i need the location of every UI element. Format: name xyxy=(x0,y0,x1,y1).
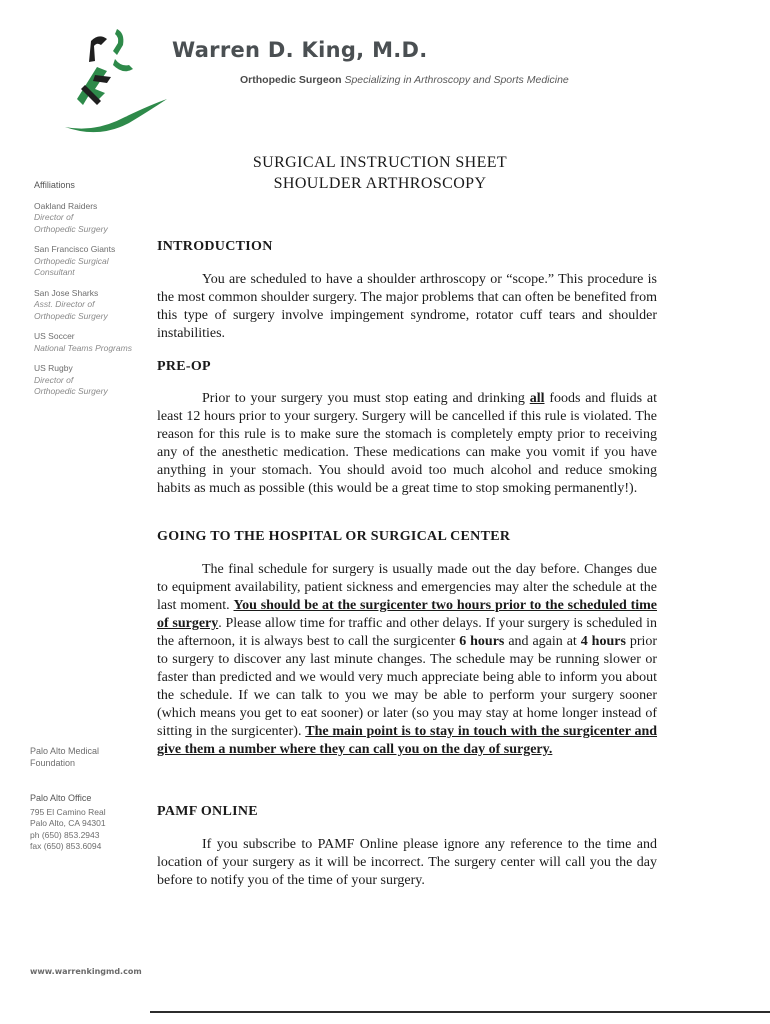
hospital-bold: 4 hours xyxy=(580,634,626,649)
affiliation-role: Orthopedic Surgery xyxy=(34,223,108,234)
preop-paragraph xyxy=(157,390,657,498)
logo-swoosh-icon xyxy=(65,99,167,132)
foundation-name xyxy=(30,745,145,769)
office-city: Palo Alto, CA 94301 xyxy=(30,818,106,828)
foundation-line-1: Palo Alto Medical xyxy=(30,746,100,756)
affiliation-role: Orthopedic Surgery xyxy=(34,310,108,321)
intro-heading: INTRODUCTION xyxy=(157,239,273,254)
affiliation-role: Consultant xyxy=(34,267,75,277)
hospital-emphasis: The main point is to stay in touch with the surgicenter and give them a number where they can call you on the day of surgery. xyxy=(157,724,658,757)
affiliation-role: Orthopedic Surgical xyxy=(34,255,109,266)
office-phone: ph (650) 853.2943 xyxy=(30,829,100,840)
affiliation-role: Orthopedic Surgery xyxy=(34,386,108,396)
affiliations-sidebar xyxy=(34,180,144,407)
doctor-subtitle xyxy=(240,74,569,86)
website-link[interactable]: www.warrenkingmd.com xyxy=(30,967,142,976)
affiliation-org: Oakland Raiders xyxy=(34,200,98,211)
footer-divider xyxy=(150,1011,770,1013)
logo-icon xyxy=(55,15,175,135)
affiliation-item xyxy=(34,331,144,354)
logo-figure-icon xyxy=(113,59,133,71)
affiliation-role: Director of xyxy=(34,374,74,385)
affiliation-org: San Francisco Giants xyxy=(34,244,116,254)
preop-heading: PRE-OP xyxy=(157,359,211,374)
logo-figure-icon xyxy=(113,29,123,55)
office-street: 795 El Camino Real xyxy=(30,806,106,817)
hospital-text: prior to surgery to discover any last minute changes. The schedule may be running slower or faster than predicted and we would very much appreciate being able to inform you about the schedule. If we can talk to you we may be able to perform your surgery sooner (which means you get to eat sooner) or later (so you may stay at home longer instead of sitting in the surgicenter). xyxy=(157,634,658,739)
logo-figure-icon xyxy=(89,36,107,62)
subtitle-specialty: Orthopedic Surgeon xyxy=(240,74,342,86)
pamf-heading: PAMF ONLINE xyxy=(157,804,258,819)
preop-text: foods and fluids at least 12 hours prior to your surgery. Surgery will be cancelled if this rule is violated. The reason for this rule is to make sure the stomach is completely empty prior to receiving any of the anesthetic medication. These medications can make you vomit if you have anything in your stomach. You should avoid too much alcohol and reduce smoking habits as much as possible (this would be a great time to stop smoking permanently!). xyxy=(157,391,658,496)
affiliation-item xyxy=(34,363,144,398)
affiliation-item xyxy=(34,288,144,323)
preop-emphasis: all xyxy=(529,391,545,406)
affiliations-title: Affiliations xyxy=(34,180,75,190)
page-title xyxy=(230,152,530,194)
pamf-paragraph: If you subscribe to PAMF Online please ignore any reference to the time and location of your surgery as it will be incorrect. The surgery center will call you the day before to notify you of the time of your surgery. xyxy=(157,837,657,888)
office-fax: fax (650) 853.6094 xyxy=(30,841,102,851)
affiliation-org: San Jose Sharks xyxy=(34,287,99,298)
intro-paragraph: You are scheduled to have a shoulder arthroscopy or “scope.” This procedure is the most common shoulder surgery. The major problems that can often be benefited from this type of surgery involve impingement syndrome, rotator cuff tears and shoulder instabilities. xyxy=(157,272,657,341)
hospital-bold: 6 hours xyxy=(459,634,505,649)
preop-text: Prior to your surgery you must stop eating and drinking xyxy=(202,391,525,406)
title-line-2: SHOULDER ARTHROSCOPY xyxy=(273,175,487,192)
office-address xyxy=(30,793,145,853)
affiliation-org: US Rugby xyxy=(34,363,73,373)
hospital-text: The final schedule for surgery is usually made out the day before. Changes due to equipment availability, patient sickness and emergencies may alter the schedule at the last moment. xyxy=(157,562,657,613)
affiliation-org: US Soccer xyxy=(34,331,75,341)
office-name: Palo Alto Office xyxy=(30,793,92,803)
affiliation-role: Director of xyxy=(34,212,74,222)
hospital-text: . Please allow time for traffic and other delays. If your surgery is scheduled in the afternoon, it is always best to call the surgicenter xyxy=(157,616,657,649)
subtitle-focus: Specializing in Arthroscopy and Sports Medicine xyxy=(344,74,569,86)
affiliation-item xyxy=(34,201,144,236)
hospital-text: and again at xyxy=(508,634,577,649)
affiliation-item xyxy=(34,244,144,279)
title-line-1: SURGICAL INSTRUCTION SHEET xyxy=(252,154,508,171)
hospital-emphasis: You should be at the surgicenter two hours prior to the scheduled time of surgery xyxy=(157,598,658,631)
foundation-line-2: Foundation xyxy=(30,758,76,768)
affiliation-role: National Teams Programs xyxy=(34,342,132,353)
affiliation-role: Asst. Director of xyxy=(34,299,95,309)
hospital-paragraph xyxy=(157,561,657,759)
doctor-name: Warren D. King, M.D. xyxy=(172,38,428,62)
hospital-heading: GOING TO THE HOSPITAL OR SURGICAL CENTER xyxy=(157,529,511,544)
